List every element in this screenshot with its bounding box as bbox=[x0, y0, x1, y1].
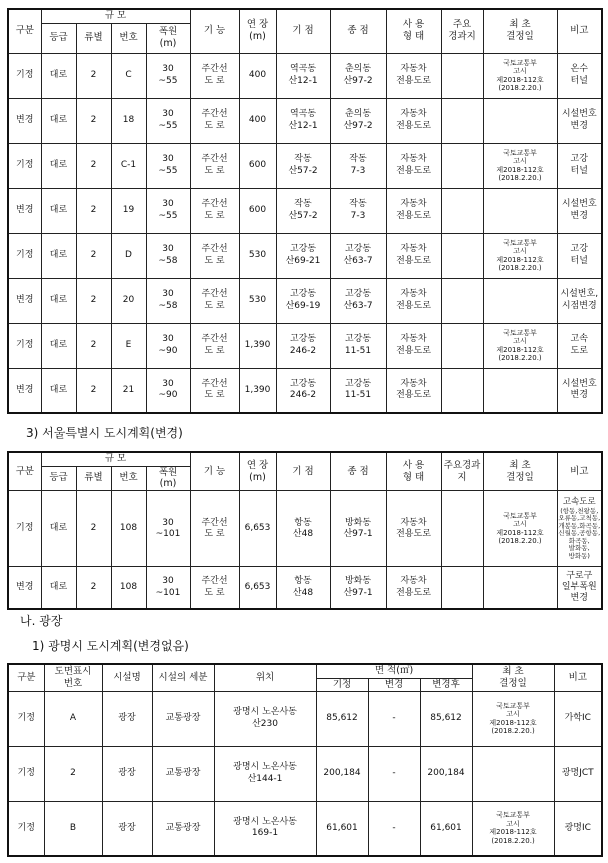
header-note: 비고 bbox=[554, 664, 602, 691]
gubun-cell: 기정 bbox=[8, 491, 41, 567]
end-cell: 방화동 산97-1 bbox=[330, 567, 386, 609]
function-cell: 주간선 도 로 bbox=[190, 53, 239, 98]
usage-cell: 자동차 전용도로 bbox=[386, 188, 441, 233]
map-no-cell: 2 bbox=[44, 746, 102, 801]
end-cell: 춘의동 산97-2 bbox=[330, 98, 386, 143]
number-cell: D bbox=[111, 233, 146, 278]
type-cell: 2 bbox=[76, 143, 111, 188]
length-cell: 1,390 bbox=[239, 368, 276, 413]
end-cell: 방화동 산97-1 bbox=[330, 491, 386, 567]
header-width: 폭원 (m) bbox=[146, 23, 190, 53]
table-row bbox=[8, 188, 602, 233]
via-cell bbox=[441, 233, 483, 278]
header-via: 주요경과지 bbox=[441, 452, 483, 491]
end-cell: 고강동 11-51 bbox=[330, 323, 386, 368]
gubun-cell: 변경 bbox=[8, 188, 41, 233]
width-cell: 30 ~90 bbox=[146, 368, 190, 413]
note-cell: 시설번호, 시점변경 bbox=[557, 278, 602, 323]
header-scale: 규 모 bbox=[41, 452, 190, 466]
grade-cell: 대로 bbox=[41, 53, 76, 98]
header-usage: 사 용 형 태 bbox=[386, 9, 441, 53]
header-gubun: 구분 bbox=[8, 664, 44, 691]
header-start: 기 점 bbox=[276, 452, 330, 491]
note-cell: 시설번호 변경 bbox=[557, 188, 602, 233]
header-decision: 최 초 결정일 bbox=[472, 664, 554, 691]
function-cell: 주간선 도 로 bbox=[190, 188, 239, 233]
start-cell: 작동 산57-2 bbox=[276, 188, 330, 233]
start-cell: 고강동 산69-19 bbox=[276, 278, 330, 323]
header-grade: 등급 bbox=[41, 466, 76, 491]
number-cell: 20 bbox=[111, 278, 146, 323]
grade-cell: 대로 bbox=[41, 368, 76, 413]
usage-cell: 자동차 전용도로 bbox=[386, 323, 441, 368]
gubun-cell: 기정 bbox=[8, 233, 41, 278]
location-cell: 광명시 노온사동 169-1 bbox=[214, 801, 316, 856]
change-area-cell: - bbox=[368, 746, 420, 801]
grade-cell: 대로 bbox=[41, 233, 76, 278]
table-row bbox=[8, 368, 602, 413]
existing-area-cell: 61,601 bbox=[316, 801, 368, 856]
start-cell: 고강동 산69-21 bbox=[276, 233, 330, 278]
header-type: 류별 bbox=[76, 466, 111, 491]
table-row bbox=[8, 746, 602, 801]
header-change: 변경 bbox=[368, 678, 420, 691]
via-cell bbox=[441, 491, 483, 567]
type-cell: 2 bbox=[76, 323, 111, 368]
start-cell: 작동 산57-2 bbox=[276, 143, 330, 188]
facility-detail-cell: 교통광장 bbox=[152, 801, 214, 856]
header-area: 면 적(㎡) bbox=[316, 664, 472, 678]
after-area-cell: 85,612 bbox=[420, 691, 472, 746]
header-usage: 사 용 형 태 bbox=[386, 452, 441, 491]
width-cell: 30 ~55 bbox=[146, 98, 190, 143]
header-location: 위치 bbox=[214, 664, 316, 691]
start-cell: 항동 산48 bbox=[276, 491, 330, 567]
function-cell: 주간선 도 로 bbox=[190, 323, 239, 368]
facility-detail-cell: 교통광장 bbox=[152, 691, 214, 746]
note-cell: 고속도로 (항동,천왕동, 오류동,고척동, 개봉동,화곡동, 신월동,공항동, 화곡동, 발화동, 방화동) bbox=[557, 491, 602, 567]
decision-cell: 국토교통부 고시 제2018-112호 (2018.2.20.) bbox=[483, 233, 557, 278]
decision-cell bbox=[483, 278, 557, 323]
facility-cell: 광장 bbox=[102, 801, 152, 856]
header-facility: 시설명 bbox=[102, 664, 152, 691]
facility-detail-cell: 교통광장 bbox=[152, 746, 214, 801]
decision-cell bbox=[483, 368, 557, 413]
type-cell: 2 bbox=[76, 98, 111, 143]
gubun-cell: 기정 bbox=[8, 801, 44, 856]
length-cell: 530 bbox=[239, 278, 276, 323]
width-cell: 30 ~55 bbox=[146, 188, 190, 233]
location-cell: 광명시 노온사동 산230 bbox=[214, 691, 316, 746]
via-cell bbox=[441, 98, 483, 143]
header-facility-detail: 시설의 세분 bbox=[152, 664, 214, 691]
start-cell: 역곡동 산12-1 bbox=[276, 53, 330, 98]
start-cell: 항동 산48 bbox=[276, 567, 330, 609]
header-note: 비고 bbox=[557, 9, 602, 53]
header-function: 기 능 bbox=[190, 9, 239, 53]
length-cell: 6,653 bbox=[239, 491, 276, 567]
via-cell bbox=[441, 278, 483, 323]
via-cell bbox=[441, 143, 483, 188]
grade-cell: 대로 bbox=[41, 278, 76, 323]
via-cell bbox=[441, 323, 483, 368]
location-cell: 광명시 노온사동 산144-1 bbox=[214, 746, 316, 801]
map-no-cell: A bbox=[44, 691, 102, 746]
number-cell: 108 bbox=[111, 491, 146, 567]
header-length: 연 장 (m) bbox=[239, 9, 276, 53]
number-cell: 21 bbox=[111, 368, 146, 413]
header-number: 번호 bbox=[111, 23, 146, 53]
gubun-cell: 기정 bbox=[8, 323, 41, 368]
length-cell: 1,390 bbox=[239, 323, 276, 368]
function-cell: 주간선 도 로 bbox=[190, 278, 239, 323]
table-row bbox=[8, 278, 602, 323]
header-scale: 규 모 bbox=[41, 9, 190, 23]
number-cell: E bbox=[111, 323, 146, 368]
table-row bbox=[8, 691, 602, 746]
existing-area-cell: 85,612 bbox=[316, 691, 368, 746]
note-cell: 고속 도로 bbox=[557, 323, 602, 368]
end-cell: 작동 7-3 bbox=[330, 188, 386, 233]
usage-cell: 자동차 전용도로 bbox=[386, 233, 441, 278]
type-cell: 2 bbox=[76, 491, 111, 567]
note-cell: 온수 터널 bbox=[557, 53, 602, 98]
end-cell: 고강동 산63-7 bbox=[330, 278, 386, 323]
header-existing: 기정 bbox=[316, 678, 368, 691]
width-cell: 30 ~55 bbox=[146, 143, 190, 188]
header-type: 류별 bbox=[76, 23, 111, 53]
width-cell: 30 ~58 bbox=[146, 233, 190, 278]
road-plan-table bbox=[7, 8, 603, 414]
section-heading-seoul: 3) 서울특별시 도시계획(변경) bbox=[26, 426, 183, 440]
type-cell: 2 bbox=[76, 188, 111, 233]
function-cell: 주간선 도 로 bbox=[190, 491, 239, 567]
grade-cell: 대로 bbox=[41, 143, 76, 188]
plaza-plan-table bbox=[7, 663, 603, 857]
length-cell: 600 bbox=[239, 188, 276, 233]
decision-cell: 국토교통부 고시 제2018-112호 (2018.2.20.) bbox=[483, 53, 557, 98]
length-cell: 530 bbox=[239, 233, 276, 278]
after-area-cell: 61,601 bbox=[420, 801, 472, 856]
header-note: 비고 bbox=[557, 452, 602, 491]
note-cell: 광명IC bbox=[554, 801, 602, 856]
width-cell: 30 ~101 bbox=[146, 567, 190, 609]
gubun-cell: 기정 bbox=[8, 691, 44, 746]
start-cell: 고강동 246-2 bbox=[276, 368, 330, 413]
type-cell: 2 bbox=[76, 233, 111, 278]
number-cell: 18 bbox=[111, 98, 146, 143]
via-cell bbox=[441, 368, 483, 413]
existing-area-cell: 200,184 bbox=[316, 746, 368, 801]
table-row bbox=[8, 53, 602, 98]
decision-cell: 국토교통부 고시 제2018-112호 (2018.2.20.) bbox=[472, 801, 554, 856]
number-cell: C bbox=[111, 53, 146, 98]
header-number: 번호 bbox=[111, 466, 146, 491]
decision-cell: 국토교통부 고시 제2018-112호 (2018.2.20.) bbox=[483, 323, 557, 368]
function-cell: 주간선 도 로 bbox=[190, 98, 239, 143]
map-no-cell: B bbox=[44, 801, 102, 856]
header-via: 주요 경과지 bbox=[441, 9, 483, 53]
note-cell: 시설번호 변경 bbox=[557, 98, 602, 143]
function-cell: 주간선 도 로 bbox=[190, 143, 239, 188]
decision-cell: 국토교통부 고시 제2018-112호 (2018.2.20.) bbox=[472, 691, 554, 746]
table-row bbox=[8, 233, 602, 278]
decision-cell bbox=[483, 188, 557, 233]
decision-cell: 국토교통부 고시 제2018-112호 (2018.2.20.) bbox=[483, 491, 557, 567]
usage-cell: 자동차 전용도로 bbox=[386, 98, 441, 143]
decision-cell bbox=[483, 567, 557, 609]
type-cell: 2 bbox=[76, 278, 111, 323]
header-after: 변경후 bbox=[420, 678, 472, 691]
facility-cell: 광장 bbox=[102, 691, 152, 746]
start-cell: 역곡동 산12-1 bbox=[276, 98, 330, 143]
width-cell: 30 ~101 bbox=[146, 491, 190, 567]
facility-cell: 광장 bbox=[102, 746, 152, 801]
header-width: 폭원 (m) bbox=[146, 466, 190, 491]
note-cell: 시설번호 변경 bbox=[557, 368, 602, 413]
grade-cell: 대로 bbox=[41, 567, 76, 609]
start-cell: 고강동 246-2 bbox=[276, 323, 330, 368]
section-heading-gwangmyeong: 1) 광명시 도시계획(변경없음) bbox=[32, 639, 189, 653]
usage-cell: 자동차 전용도로 bbox=[386, 143, 441, 188]
section-heading-plaza: 나. 광장 bbox=[20, 614, 63, 628]
function-cell: 주간선 도 로 bbox=[190, 233, 239, 278]
table-row bbox=[8, 323, 602, 368]
end-cell: 고강동 11-51 bbox=[330, 368, 386, 413]
gubun-cell: 변경 bbox=[8, 567, 41, 609]
width-cell: 30 ~90 bbox=[146, 323, 190, 368]
type-cell: 2 bbox=[76, 567, 111, 609]
gubun-cell: 변경 bbox=[8, 98, 41, 143]
note-cell: 가학IC bbox=[554, 691, 602, 746]
length-cell: 400 bbox=[239, 98, 276, 143]
header-grade: 등급 bbox=[41, 23, 76, 53]
gubun-cell: 기정 bbox=[8, 53, 41, 98]
grade-cell: 대로 bbox=[41, 491, 76, 567]
header-end: 종 점 bbox=[330, 9, 386, 53]
length-cell: 600 bbox=[239, 143, 276, 188]
via-cell bbox=[441, 567, 483, 609]
width-cell: 30 ~55 bbox=[146, 53, 190, 98]
length-cell: 400 bbox=[239, 53, 276, 98]
number-cell: 19 bbox=[111, 188, 146, 233]
seoul-road-plan-table bbox=[7, 451, 603, 610]
note-cell: 구로구 일부폭원 변경 bbox=[557, 567, 602, 609]
width-cell: 30 ~58 bbox=[146, 278, 190, 323]
note-cell: 광명JCT bbox=[554, 746, 602, 801]
decision-cell bbox=[472, 746, 554, 801]
gubun-cell: 변경 bbox=[8, 368, 41, 413]
end-cell: 작동 7-3 bbox=[330, 143, 386, 188]
grade-cell: 대로 bbox=[41, 188, 76, 233]
header-gubun: 구분 bbox=[8, 452, 41, 491]
end-cell: 고강동 산63-7 bbox=[330, 233, 386, 278]
header-decision: 최 초 결정일 bbox=[483, 9, 557, 53]
gubun-cell: 기정 bbox=[8, 746, 44, 801]
grade-cell: 대로 bbox=[41, 98, 76, 143]
usage-cell: 자동차 전용도로 bbox=[386, 491, 441, 567]
decision-cell bbox=[483, 98, 557, 143]
function-cell: 주간선 도 로 bbox=[190, 567, 239, 609]
header-decision: 최 초 결정일 bbox=[483, 452, 557, 491]
type-cell: 2 bbox=[76, 53, 111, 98]
header-end: 종 점 bbox=[330, 452, 386, 491]
gubun-cell: 기정 bbox=[8, 143, 41, 188]
note-cell: 고강 터널 bbox=[557, 233, 602, 278]
end-cell: 춘의동 산97-2 bbox=[330, 53, 386, 98]
header-length: 연 장 (m) bbox=[239, 452, 276, 491]
grade-cell: 대로 bbox=[41, 323, 76, 368]
header-gubun: 구분 bbox=[8, 9, 41, 53]
function-cell: 주간선 도 로 bbox=[190, 368, 239, 413]
number-cell: 108 bbox=[111, 567, 146, 609]
usage-cell: 자동차 전용도로 bbox=[386, 368, 441, 413]
via-cell bbox=[441, 188, 483, 233]
table-row bbox=[8, 801, 602, 856]
table-row bbox=[8, 567, 602, 609]
change-area-cell: - bbox=[368, 801, 420, 856]
decision-cell: 국토교통부 고시 제2018-112호 (2018.2.20.) bbox=[483, 143, 557, 188]
table-row bbox=[8, 98, 602, 143]
usage-cell: 자동차 전용도로 bbox=[386, 567, 441, 609]
note-cell: 고강 터널 bbox=[557, 143, 602, 188]
after-area-cell: 200,184 bbox=[420, 746, 472, 801]
table-row bbox=[8, 143, 602, 188]
usage-cell: 자동차 전용도로 bbox=[386, 53, 441, 98]
type-cell: 2 bbox=[76, 368, 111, 413]
header-function: 기 능 bbox=[190, 452, 239, 491]
usage-cell: 자동차 전용도로 bbox=[386, 278, 441, 323]
gubun-cell: 변경 bbox=[8, 278, 41, 323]
change-area-cell: - bbox=[368, 691, 420, 746]
header-start: 기 점 bbox=[276, 9, 330, 53]
table-row bbox=[8, 491, 602, 567]
via-cell bbox=[441, 53, 483, 98]
number-cell: C-1 bbox=[111, 143, 146, 188]
length-cell: 6,653 bbox=[239, 567, 276, 609]
header-map-no: 도면표시 번호 bbox=[44, 664, 102, 691]
